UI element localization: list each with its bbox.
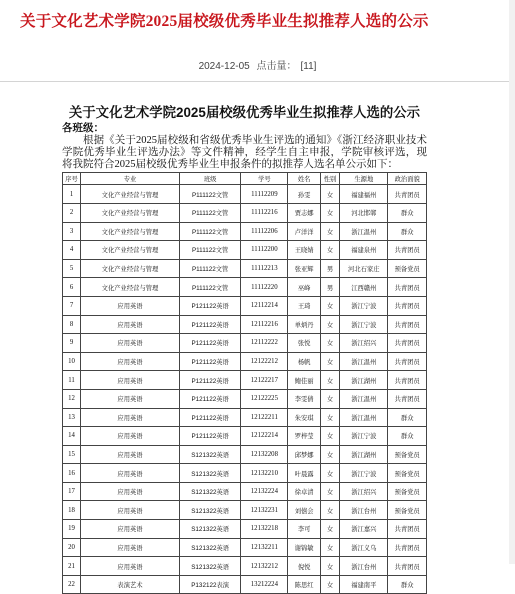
cell-name: 李雯倩 — [288, 389, 321, 408]
cell-index: 13 — [63, 408, 81, 427]
cell-major: 应用英语 — [81, 315, 180, 334]
article-body — [62, 102, 427, 594]
cell-origin: 浙江宁波 — [340, 296, 388, 315]
cell-class: P111122文管 — [179, 203, 240, 222]
cell-student-id: 11112206 — [241, 222, 288, 241]
cell-political-status: 共青团员 — [388, 557, 427, 576]
header-cell: 学号 — [241, 173, 288, 185]
cell-gender: 女 — [320, 520, 339, 539]
cell-class: S121322英语 — [179, 464, 240, 483]
cell-major: 应用英语 — [81, 557, 180, 576]
cell-class: P111122文管 — [179, 259, 240, 278]
article-meta — [0, 57, 515, 72]
cell-student-id: 13212224 — [241, 575, 288, 594]
cell-student-id: 11112220 — [241, 278, 288, 297]
cell-major: 应用英语 — [81, 538, 180, 557]
table-row — [63, 520, 427, 539]
cell-major: 应用英语 — [81, 427, 180, 446]
cell-gender: 女 — [320, 241, 339, 260]
cell-class: P111122文管 — [179, 241, 240, 260]
table-row — [63, 538, 427, 557]
cell-student-id: 12132211 — [241, 538, 288, 557]
cell-class: P121122英语 — [179, 371, 240, 390]
cell-index: 22 — [63, 575, 81, 594]
cell-origin: 浙江温州 — [340, 222, 388, 241]
cell-gender: 女 — [320, 464, 339, 483]
cell-origin: 福建泉州 — [340, 241, 388, 260]
cell-name: 李可 — [288, 520, 321, 539]
table-row — [63, 445, 427, 464]
salutation: 各班级： — [62, 123, 104, 134]
cell-index: 7 — [63, 296, 81, 315]
cell-political-status: 预备党员 — [388, 445, 427, 464]
cell-name: 倪悦 — [288, 557, 321, 576]
cell-name: 王晓婧 — [288, 241, 321, 260]
cell-class: P121122英语 — [179, 352, 240, 371]
cell-index: 17 — [63, 482, 81, 501]
cell-gender: 女 — [320, 352, 339, 371]
cell-political-status: 共青团员 — [388, 315, 427, 334]
cell-index: 1 — [63, 185, 81, 204]
cell-student-id: 12112214 — [241, 296, 288, 315]
cell-class: P111122文管 — [179, 222, 240, 241]
cell-student-id: 12132210 — [241, 464, 288, 483]
cell-index: 21 — [63, 557, 81, 576]
cell-political-status: 共青团员 — [388, 334, 427, 353]
header-cell: 班级 — [179, 173, 240, 185]
page-title: 关于文化艺术学院2025届校级优秀毕业生拟推荐人选的公示 — [20, 13, 429, 30]
cell-index: 3 — [63, 222, 81, 241]
cell-class: S121322英语 — [179, 520, 240, 539]
cell-student-id: 12122212 — [241, 352, 288, 371]
cell-major: 文化产业经营与管理 — [81, 185, 180, 204]
cell-political-status: 共青团员 — [388, 241, 427, 260]
cell-student-id: 12132208 — [241, 445, 288, 464]
cell-student-id: 12132224 — [241, 482, 288, 501]
cell-class: P121122英语 — [179, 334, 240, 353]
cell-major: 文化产业经营与管理 — [81, 259, 180, 278]
cell-political-status: 共青团员 — [388, 389, 427, 408]
cell-index: 2 — [63, 203, 81, 222]
cell-origin: 浙江台州 — [340, 501, 388, 520]
table-row — [63, 464, 427, 483]
cell-political-status: 共青团员 — [388, 352, 427, 371]
cell-political-status: 预备党员 — [388, 501, 427, 520]
table-row — [63, 575, 427, 594]
cell-political-status: 群众 — [388, 427, 427, 446]
cell-index: 4 — [63, 241, 81, 260]
cell-class: P111122文管 — [179, 185, 240, 204]
table-row — [63, 203, 427, 222]
publish-date: 2024-12-05 — [198, 61, 250, 72]
table-row — [63, 427, 427, 446]
cell-class: P121122英语 — [179, 389, 240, 408]
cell-major: 应用英语 — [81, 520, 180, 539]
cell-student-id: 12132218 — [241, 520, 288, 539]
table-row — [63, 501, 427, 520]
cell-gender: 女 — [320, 222, 339, 241]
table-row — [63, 315, 427, 334]
cell-major: 应用英语 — [81, 501, 180, 520]
cell-origin: 福建福州 — [340, 185, 388, 204]
cell-major: 文化产业经营与管理 — [81, 278, 180, 297]
cell-student-id: 12112216 — [241, 315, 288, 334]
table-row — [63, 482, 427, 501]
cell-major: 文化产业经营与管理 — [81, 203, 180, 222]
cell-major: 文化产业经营与管理 — [81, 222, 180, 241]
cell-gender: 女 — [320, 334, 339, 353]
table-row — [63, 389, 427, 408]
cell-name: 孙雯 — [288, 185, 321, 204]
cell-political-status: 群众 — [388, 203, 427, 222]
cell-index: 11 — [63, 371, 81, 390]
header-cell: 生源地 — [340, 173, 388, 185]
cell-origin: 福建南平 — [340, 575, 388, 594]
cell-origin: 浙江台州 — [340, 557, 388, 576]
cell-index: 19 — [63, 520, 81, 539]
click-count-value: [11] — [300, 61, 317, 72]
cell-political-status: 群众 — [388, 575, 427, 594]
cell-name: 叶晨露 — [288, 464, 321, 483]
cell-name: 邱梦娜 — [288, 445, 321, 464]
cell-major: 应用英语 — [81, 482, 180, 501]
cell-origin: 河北石家庄 — [340, 259, 388, 278]
cell-name: 张悦 — [288, 334, 321, 353]
article-title: 关于文化艺术学院2025届校级优秀毕业生拟推荐人选的公示 — [68, 105, 421, 120]
header-cell: 序号 — [63, 173, 81, 185]
cell-name: 张亚辉 — [288, 259, 321, 278]
cell-political-status: 群众 — [388, 222, 427, 241]
cell-political-status: 共青团员 — [388, 371, 427, 390]
cell-name: 单炳丹 — [288, 315, 321, 334]
cell-origin: 浙江湖州 — [340, 371, 388, 390]
cell-student-id: 12112222 — [241, 334, 288, 353]
cell-gender: 女 — [320, 315, 339, 334]
cell-political-status: 预备党员 — [388, 464, 427, 483]
cell-gender: 女 — [320, 427, 339, 446]
cell-class: P111122文管 — [179, 278, 240, 297]
cell-gender: 女 — [320, 296, 339, 315]
table-row — [63, 241, 427, 260]
cell-gender: 女 — [320, 445, 339, 464]
cell-name: 贾志娜 — [288, 203, 321, 222]
cell-gender: 男 — [320, 278, 339, 297]
cell-index: 8 — [63, 315, 81, 334]
cell-index: 15 — [63, 445, 81, 464]
header-cell: 政治面貌 — [388, 173, 427, 185]
cell-origin: 浙江绍兴 — [340, 482, 388, 501]
cell-political-status: 共青团员 — [388, 538, 427, 557]
table-row — [63, 371, 427, 390]
cell-name: 卢洋洋 — [288, 222, 321, 241]
cell-name: 杨帆 — [288, 352, 321, 371]
cell-class: S121322英语 — [179, 482, 240, 501]
cell-index: 16 — [63, 464, 81, 483]
cell-student-id: 12122211 — [241, 408, 288, 427]
cell-student-id: 12132231 — [241, 501, 288, 520]
cell-major: 应用英语 — [81, 408, 180, 427]
cell-origin: 浙江温州 — [340, 408, 388, 427]
cell-gender: 女 — [320, 538, 339, 557]
cell-gender: 女 — [320, 203, 339, 222]
cell-gender: 女 — [320, 482, 339, 501]
cell-major: 表演艺术 — [81, 575, 180, 594]
cell-origin: 浙江嘉兴 — [340, 520, 388, 539]
cell-student-id: 11112200 — [241, 241, 288, 260]
cell-origin: 浙江义乌 — [340, 538, 388, 557]
cell-gender: 男 — [320, 259, 339, 278]
table-row — [63, 185, 427, 204]
cell-political-status: 预备党员 — [388, 482, 427, 501]
cell-origin: 浙江宁波 — [340, 427, 388, 446]
cell-political-status: 共青团员 — [388, 185, 427, 204]
cell-major: 应用英语 — [81, 334, 180, 353]
table-body — [63, 185, 427, 594]
cell-origin: 浙江温州 — [340, 389, 388, 408]
cell-student-id: 12122217 — [241, 371, 288, 390]
table-row — [63, 278, 427, 297]
cell-gender: 女 — [320, 371, 339, 390]
cell-index: 20 — [63, 538, 81, 557]
cell-political-status: 群众 — [388, 408, 427, 427]
cell-class: P121122英语 — [179, 408, 240, 427]
cell-gender: 女 — [320, 185, 339, 204]
table-row — [63, 557, 427, 576]
cell-major: 应用英语 — [81, 445, 180, 464]
cell-student-id: 11112216 — [241, 203, 288, 222]
header-cell: 专业 — [81, 173, 180, 185]
cell-name: 刘僖会 — [288, 501, 321, 520]
header-divider — [0, 81, 510, 82]
cell-name: 谢锦敏 — [288, 538, 321, 557]
cell-origin: 浙江宁波 — [340, 464, 388, 483]
table-row — [63, 296, 427, 315]
table-row — [63, 408, 427, 427]
cell-class: P121122英语 — [179, 296, 240, 315]
table-row — [63, 259, 427, 278]
cell-class: S121322英语 — [179, 445, 240, 464]
cell-student-id: 11112213 — [241, 259, 288, 278]
cell-class: P132122表演 — [179, 575, 240, 594]
cell-index: 18 — [63, 501, 81, 520]
cell-gender: 女 — [320, 575, 339, 594]
cell-major: 应用英语 — [81, 352, 180, 371]
cell-name: 巫峰 — [288, 278, 321, 297]
cell-class: P121122英语 — [179, 315, 240, 334]
cell-name: 罗梓莹 — [288, 427, 321, 446]
cell-major: 应用英语 — [81, 296, 180, 315]
cell-origin: 浙江温州 — [340, 352, 388, 371]
table-row — [63, 222, 427, 241]
cell-major: 应用英语 — [81, 389, 180, 408]
cell-origin: 浙江宁波 — [340, 315, 388, 334]
cell-origin: 江西赣州 — [340, 278, 388, 297]
cell-index: 10 — [63, 352, 81, 371]
cell-major: 文化产业经营与管理 — [81, 241, 180, 260]
cell-index: 12 — [63, 389, 81, 408]
cell-index: 14 — [63, 427, 81, 446]
cell-class: P121122英语 — [179, 427, 240, 446]
cell-gender: 女 — [320, 389, 339, 408]
cell-origin: 河北邯郸 — [340, 203, 388, 222]
header-cell: 性别 — [320, 173, 339, 185]
click-count-label: 点击量： — [256, 61, 297, 72]
cell-student-id: 12132212 — [241, 557, 288, 576]
cell-student-id: 12122225 — [241, 389, 288, 408]
scrollbar[interactable] — [509, 0, 515, 564]
cell-index: 6 — [63, 278, 81, 297]
cell-gender: 女 — [320, 557, 339, 576]
cell-name: 徐卓清 — [288, 482, 321, 501]
cell-index: 9 — [63, 334, 81, 353]
cell-gender: 女 — [320, 501, 339, 520]
table-row — [63, 352, 427, 371]
cell-political-status: 共青团员 — [388, 296, 427, 315]
cell-origin: 浙江绍兴 — [340, 334, 388, 353]
cell-political-status: 共青团员 — [388, 278, 427, 297]
cell-index: 5 — [63, 259, 81, 278]
table-row — [63, 334, 427, 353]
candidate-table — [62, 172, 427, 594]
cell-gender: 女 — [320, 408, 339, 427]
cell-student-id: 12122214 — [241, 427, 288, 446]
cell-name: 鲍佳丽 — [288, 371, 321, 390]
cell-political-status: 共青团员 — [388, 520, 427, 539]
header-cell: 姓名 — [288, 173, 321, 185]
article-paragraph: 根据《关于2025届校级和省级优秀毕业生评选的通知》《浙江经济职业技术学院优秀毕业生评选办法》等文件精神，经学生自主申报，学院审核评选，现将我院符合2025届校级优秀毕业生申报条件的拟推荐人选名单公示如下： — [62, 135, 427, 170]
cell-major: 应用英语 — [81, 371, 180, 390]
table-header-row — [63, 173, 427, 185]
cell-class: S121322英语 — [179, 557, 240, 576]
cell-political-status: 预备党员 — [388, 259, 427, 278]
cell-name: 王琦 — [288, 296, 321, 315]
cell-origin: 浙江湖州 — [340, 445, 388, 464]
cell-name: 陈思红 — [288, 575, 321, 594]
cell-major: 应用英语 — [81, 464, 180, 483]
cell-class: S121322英语 — [179, 501, 240, 520]
cell-student-id: 11112209 — [241, 185, 288, 204]
cell-name: 朱安琪 — [288, 408, 321, 427]
cell-class: S121322英语 — [179, 538, 240, 557]
